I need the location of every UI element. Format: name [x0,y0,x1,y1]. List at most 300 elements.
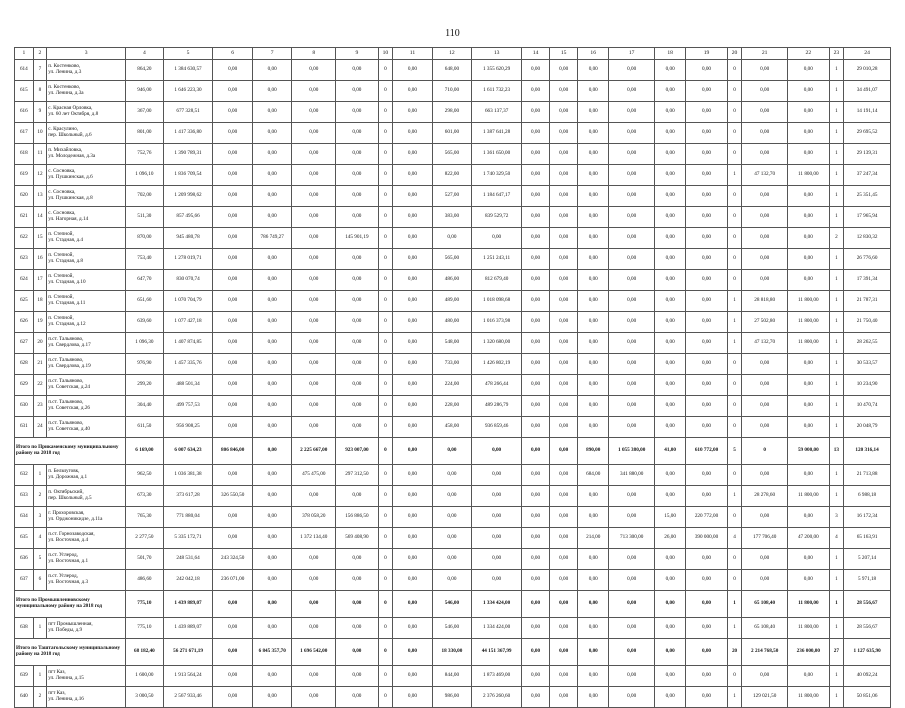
value-cell: 0 [727,81,742,102]
address-cell: п.ст. Углерод, ул. Восточная, д.1 [47,549,126,570]
value-cell: 0,00 [609,81,655,102]
subtotal-cell: 18 330,00 [432,639,471,666]
value-cell: 0,00 [393,486,432,507]
value-cell: 0,00 [578,291,609,312]
row-number: 623 [15,249,34,270]
column-number: 20 [727,48,742,60]
value-cell: 0,00 [686,228,728,249]
value-cell: 962,50 [126,465,163,486]
value-cell: 0,00 [472,507,522,528]
value-cell: 0,00 [336,207,379,228]
value-cell: 0,00 [292,165,336,186]
row-number: 636 [15,549,34,570]
value-cell: 0,00 [655,144,686,165]
subtotal-row [15,591,891,618]
value-cell: 0 [727,396,742,417]
value-cell: 0,00 [655,618,686,639]
value-cell: 0 [378,549,393,570]
value-cell: 0,00 [522,165,550,186]
value-cell: 0,00 [655,666,686,687]
address-cell: с. Красулино, пер. Школьный, д.6 [47,123,126,144]
value-cell: 647,70 [126,270,163,291]
value-cell: 1 646 223,30 [163,81,213,102]
value-cell: 0,00 [655,102,686,123]
value-cell: 0,00 [292,354,336,375]
value-cell: 1 [727,312,742,333]
subtotal-cell: 2 225 667,00 [292,438,336,465]
value-cell: 0,00 [550,396,578,417]
table-row [15,666,891,687]
value-cell: 857 495,66 [163,207,213,228]
value-cell: 0,00 [522,333,550,354]
subtotal-cell: 5 [727,438,742,465]
table-row [15,123,891,144]
subtotal-cell: 546,00 [432,591,471,618]
row-local-number: 2 [33,687,47,708]
value-cell: 47 200,00 [788,528,830,549]
value-cell: 0,00 [609,228,655,249]
value-cell: 65 163,91 [844,528,891,549]
value-cell: 0,00 [550,102,578,123]
value-cell: 702,00 [126,186,163,207]
value-cell: 0,00 [292,123,336,144]
value-cell: 0,00 [393,687,432,708]
value-cell: 936 859,46 [472,417,522,438]
value-cell: 29 010,28 [844,60,891,81]
row-number: 635 [15,528,34,549]
value-cell: 15,00 [655,507,686,528]
value-cell: 0,00 [609,249,655,270]
value-cell: 0,00 [788,207,830,228]
value-cell: 0,00 [578,81,609,102]
value-cell: 0,00 [742,507,788,528]
value-cell: 1 334 424,00 [472,618,522,639]
value-cell: 0,00 [213,144,252,165]
value-cell: 0 [378,207,393,228]
value-cell: 5 207,14 [844,549,891,570]
value-cell: 0,00 [788,81,830,102]
value-cell: 383,00 [432,207,471,228]
value-cell: 0,00 [393,666,432,687]
row-number: 618 [15,144,34,165]
value-cell: 0,00 [655,375,686,396]
value-cell: 37 247,34 [844,165,891,186]
value-cell: 0,00 [686,417,728,438]
value-cell: 601,00 [432,123,471,144]
value-cell: 0,00 [252,417,291,438]
row-number: 617 [15,123,34,144]
address-cell: п. Степной, ул. Стадная, д.4 [47,228,126,249]
value-cell: 1 016 373,98 [472,312,522,333]
value-cell: 0,00 [686,165,728,186]
value-cell: 0,00 [686,102,728,123]
value-cell: 0,00 [742,396,788,417]
value-cell: 0,00 [522,270,550,291]
value-cell: 0,00 [788,186,830,207]
value-cell: 0,00 [292,666,336,687]
value-cell: 341 880,00 [609,465,655,486]
value-cell: 220 772,00 [686,507,728,528]
subtotal-cell: 0,00 [522,438,550,465]
value-cell: 0,00 [432,528,471,549]
value-cell: 673,30 [126,486,163,507]
value-cell: 1 [829,81,844,102]
value-cell: 0,00 [472,486,522,507]
column-number: 17 [609,48,655,60]
value-cell: 0,00 [550,375,578,396]
row-local-number: 7 [33,60,47,81]
value-cell: 0,00 [393,81,432,102]
value-cell: 10 234,90 [844,375,891,396]
row-local-number: 1 [33,666,47,687]
value-cell: 546,00 [432,618,471,639]
subtotal-cell: 0,00 [252,438,291,465]
value-cell: 0,00 [742,144,788,165]
subtotal-cell: 0,00 [336,591,379,618]
value-cell: 0,00 [686,81,728,102]
value-cell: 0,00 [522,207,550,228]
value-cell: 0 [378,228,393,249]
value-cell: 0,00 [578,666,609,687]
table-row [15,291,891,312]
value-cell: 0,00 [472,549,522,570]
value-cell: 0,00 [655,123,686,144]
value-cell: 1 [829,186,844,207]
value-cell: 0 [378,312,393,333]
table-row [15,165,891,186]
value-cell: 1 [727,291,742,312]
row-local-number: 21 [33,354,47,375]
value-cell: 0,00 [432,507,471,528]
row-number: 626 [15,312,34,333]
value-cell: 0,00 [336,81,379,102]
value-cell: 1 209 998,62 [163,186,213,207]
value-cell: 1 [829,570,844,591]
value-cell: 0,00 [393,186,432,207]
subtotal-cell: 0,00 [686,639,728,666]
value-cell: 0,00 [686,270,728,291]
value-cell: 0 [727,666,742,687]
value-cell: 639,60 [126,312,163,333]
value-cell: 0,00 [655,81,686,102]
value-cell: 242 042,18 [163,570,213,591]
value-cell: 1 836 709,54 [163,165,213,186]
value-cell: 0,00 [213,687,252,708]
value-cell: 0,00 [292,249,336,270]
subtotal-cell: 1 [727,591,742,618]
value-cell: 684,00 [578,465,609,486]
subtotal-cell: 890,00 [578,438,609,465]
value-cell: 0,00 [336,102,379,123]
value-cell: 129 021,50 [742,687,788,708]
value-cell: 0,00 [686,249,728,270]
subtotal-cell: 59 000,00 [788,438,830,465]
row-local-number: 14 [33,207,47,228]
value-cell: 0,00 [788,375,830,396]
subtotal-cell: 65 108,40 [742,591,788,618]
value-cell: 21 713,88 [844,465,891,486]
row-number: 622 [15,228,34,249]
value-cell: 0,00 [609,666,655,687]
table-row [15,687,891,708]
value-cell: 753,40 [126,249,163,270]
row-number: 621 [15,207,34,228]
value-cell: 0,00 [522,354,550,375]
value-cell: 298,00 [432,102,471,123]
value-cell: 0,00 [336,375,379,396]
value-cell: 0,00 [432,465,471,486]
value-cell: 0,00 [742,465,788,486]
row-number: 616 [15,102,34,123]
value-cell: 0 [378,102,393,123]
value-cell: 0,00 [522,312,550,333]
subtotal-cell: 0,00 [655,591,686,618]
subtotal-label: Итого по Прикаменскому муниципальному району на 2018 год [15,438,126,465]
value-cell: 0,00 [393,465,432,486]
row-local-number: 23 [33,396,47,417]
value-cell: 26 776,60 [844,249,891,270]
value-cell: 1 096,10 [126,165,163,186]
value-cell: 0,00 [609,333,655,354]
value-cell: 565,00 [432,249,471,270]
value-cell: 0,00 [788,465,830,486]
value-cell: 6 988,18 [844,486,891,507]
value-cell: 2 [829,228,844,249]
value-cell: 2 567 933,46 [163,687,213,708]
value-cell: 0,00 [336,60,379,81]
subtotal-cell: 1 334 424,00 [472,591,522,618]
value-cell: 0,00 [393,375,432,396]
value-cell: 299,20 [126,375,163,396]
table-row [15,186,891,207]
value-cell: 304,40 [126,396,163,417]
value-cell: 14 191,14 [844,102,891,123]
value-cell: 1 [727,333,742,354]
table-row [15,102,891,123]
value-cell: 0,00 [578,102,609,123]
value-cell: 0,00 [550,207,578,228]
value-cell: 0 [378,165,393,186]
value-cell: 10 470,74 [844,396,891,417]
value-cell: 548,00 [432,333,471,354]
value-cell: 0 [378,291,393,312]
table-row [15,417,891,438]
address-cell: п. Октябрьский, пер. Школьный, д.5 [47,486,126,507]
column-number: 6 [213,48,252,60]
value-cell: 956 908,25 [163,417,213,438]
row-number: 631 [15,417,34,438]
value-cell: 11 800,00 [788,486,830,507]
value-cell: 499 757,53 [163,396,213,417]
value-cell: 1 439 889,07 [163,618,213,639]
value-cell: 0,00 [336,570,379,591]
value-cell: 0,00 [393,312,432,333]
value-cell: 0,00 [655,270,686,291]
value-cell: 11 800,00 [788,687,830,708]
value-cell: 0,00 [522,666,550,687]
value-cell: 663 137,37 [472,102,522,123]
subtotal-row [15,438,891,465]
value-cell: 0,00 [578,186,609,207]
value-cell: 0,00 [252,291,291,312]
table-row [15,354,891,375]
value-cell: 0 [727,375,742,396]
value-cell: 0,00 [252,528,291,549]
value-cell: 0,00 [393,249,432,270]
value-cell: 1 [829,123,844,144]
subtotal-cell: 775,10 [126,591,163,618]
row-local-number: 9 [33,102,47,123]
subtotal-cell: 120 316,14 [844,438,891,465]
value-cell: 1 251 243,11 [472,249,522,270]
value-cell: 0,00 [578,570,609,591]
value-cell: 0,00 [432,570,471,591]
value-cell: 0,00 [393,354,432,375]
row-number: 619 [15,165,34,186]
table-row [15,486,891,507]
address-cell: пгт Каз, ул. Ленина, д.15 [47,666,126,687]
value-cell: 1 [829,165,844,186]
value-cell: 0,00 [578,486,609,507]
value-cell: 0,00 [578,312,609,333]
subtotal-cell: 1 696 542,00 [292,639,336,666]
value-cell: 0,00 [292,333,336,354]
value-cell: 0,00 [742,666,788,687]
value-cell: 0,00 [292,102,336,123]
value-cell: 0,00 [393,60,432,81]
value-cell: 1 611 732,23 [472,81,522,102]
table-row [15,207,891,228]
value-cell: 0,00 [522,549,550,570]
row-local-number: 11 [33,144,47,165]
value-cell: 0,00 [213,165,252,186]
table-row [15,228,891,249]
value-cell: 0,00 [578,144,609,165]
value-cell: 145 901,19 [336,228,379,249]
value-cell: 0,00 [686,396,728,417]
value-cell: 0,00 [609,312,655,333]
value-cell: 0,00 [393,123,432,144]
value-cell: 486,00 [432,270,471,291]
address-cell: п.ст. Тальяново, ул. Советская, д.24 [47,375,126,396]
subtotal-cell: 6 007 634,23 [163,438,213,465]
value-cell: 0 [378,333,393,354]
row-number: 614 [15,60,34,81]
value-cell: 0,00 [336,144,379,165]
value-cell: 27 502,80 [742,312,788,333]
row-local-number: 5 [33,549,47,570]
value-cell: 0,00 [609,549,655,570]
value-cell: 26,00 [655,528,686,549]
value-cell: 0,00 [336,186,379,207]
value-cell: 0,00 [522,528,550,549]
value-cell: 0,00 [686,687,728,708]
value-cell: 17 965,94 [844,207,891,228]
value-cell: 0,00 [472,528,522,549]
value-cell: 0,00 [336,687,379,708]
address-cell: п. Степной, ул. Стадная, д.11 [47,291,126,312]
column-number: 5 [163,48,213,60]
table-row [15,570,891,591]
value-cell: 822,00 [432,165,471,186]
value-cell: 0,00 [578,417,609,438]
value-cell: 0,00 [393,333,432,354]
value-cell: 326 550,50 [213,486,252,507]
address-cell: п.ст. Тальяново, ул. Советская, д.26 [47,396,126,417]
value-cell: 0,00 [252,507,291,528]
value-cell: 378 058,20 [292,507,336,528]
value-cell: 864,20 [126,60,163,81]
row-number: 633 [15,486,34,507]
value-cell: 0,00 [292,687,336,708]
value-cell: 480,00 [432,312,471,333]
value-cell: 0,00 [609,618,655,639]
value-cell: 1 600,00 [126,666,163,687]
value-cell: 0,00 [655,312,686,333]
value-cell: 0,00 [213,396,252,417]
value-cell: 0,00 [550,123,578,144]
value-cell: 0,00 [578,396,609,417]
value-cell: 3 000,50 [126,687,163,708]
value-cell: 17 391,34 [844,270,891,291]
table-row [15,396,891,417]
value-cell: 20 048,79 [844,417,891,438]
value-cell: 1 036 381,38 [163,465,213,486]
subtotal-cell: 0,00 [252,591,291,618]
value-cell: 2 277,50 [126,528,163,549]
value-cell: 0,00 [686,207,728,228]
value-cell: 1 096,30 [126,333,163,354]
subtotal-cell: 68 182,40 [126,639,163,666]
value-cell: 0,00 [609,60,655,81]
value-cell: 0,00 [472,465,522,486]
value-cell: 0,00 [292,144,336,165]
row-local-number: 10 [33,123,47,144]
value-cell: 0,00 [550,333,578,354]
subtotal-cell: 0,00 [472,438,522,465]
value-cell: 0,00 [655,207,686,228]
register-table [14,47,891,708]
value-cell: 0,00 [213,528,252,549]
value-cell: 0 [378,123,393,144]
value-cell: 0,00 [578,507,609,528]
subtotal-cell: 0,00 [522,591,550,618]
value-cell: 0,00 [686,666,728,687]
value-cell: 214,00 [578,528,609,549]
value-cell: 0,00 [522,249,550,270]
value-cell: 0,00 [609,507,655,528]
value-cell: 733,00 [432,354,471,375]
subtotal-cell: 0,00 [609,591,655,618]
address-cell: п. Костенково, ул. Ленина, д.3а [47,81,126,102]
value-cell: 0,00 [252,570,291,591]
value-cell: 0,00 [686,570,728,591]
column-number: 11 [393,48,432,60]
value-cell: 0,00 [432,228,471,249]
row-number: 638 [15,618,34,639]
value-cell: 0,00 [393,291,432,312]
value-cell: 870,00 [126,228,163,249]
value-cell: 1 077 427,18 [163,312,213,333]
value-cell: 177 706,40 [742,528,788,549]
value-cell: 0,00 [522,102,550,123]
value-cell: 0,00 [578,207,609,228]
value-cell: 0,00 [578,60,609,81]
value-cell: 28 556,67 [844,618,891,639]
value-cell: 0,00 [522,186,550,207]
value-cell: 0,00 [788,354,830,375]
value-cell: 0 [378,270,393,291]
